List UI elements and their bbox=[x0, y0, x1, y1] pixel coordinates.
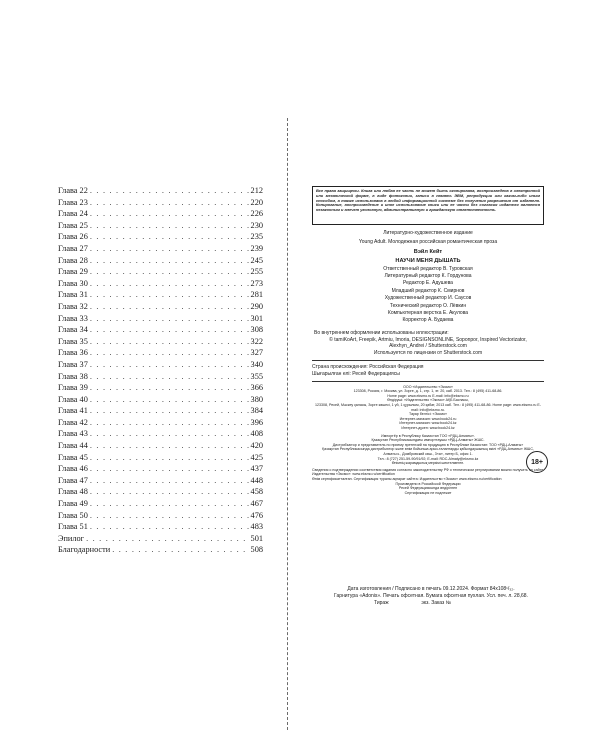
kz-phone: Тел.: 8 (727) 251-59-90/91/92; E-mail: RDC-Almaty@eksmo.kz bbox=[377, 456, 479, 461]
toc-chapter-title: Глава 37 bbox=[58, 359, 88, 369]
kz-distributor: Дистрибьютор и представитель по приему претензий на продукцию в Республике Казахстан: ТОО «РДЦ-Алматы» bbox=[332, 442, 524, 447]
toc-chapter-title: Глава 51 bbox=[58, 522, 88, 532]
toc-leader-dots bbox=[90, 383, 249, 392]
toc-page-number: 230 bbox=[250, 220, 263, 230]
credit-line: Литературный редактор К. Гордунова bbox=[384, 273, 472, 279]
toc-page-number: 476 bbox=[250, 510, 263, 520]
toc-page-number: 212 bbox=[250, 186, 263, 195]
credit-line: Компьютерная верстка Е. Акулова bbox=[387, 310, 469, 317]
toc-chapter-title: Глава 28 bbox=[58, 255, 88, 265]
toc-chapter-title: Эпилог bbox=[58, 533, 85, 543]
toc-chapter-title: Глава 34 bbox=[58, 325, 88, 335]
toc-leader-dots bbox=[90, 198, 249, 207]
toc-page-number: 226 bbox=[250, 209, 263, 219]
toc-page-number: 239 bbox=[250, 243, 263, 253]
toc-leader-dots bbox=[112, 545, 248, 554]
certification-info: Сведения о подтверждении соответствия издания согласно законодательству РФ о техническом регулировании можно получить на сайте Издательства «Эксмо»: www.eksmo.ru/certification bbox=[312, 467, 544, 477]
toc-page-number: 408 bbox=[250, 429, 263, 439]
toc-chapter-title: Глава 31 bbox=[58, 290, 88, 300]
toc-page-number: 467 bbox=[250, 499, 263, 509]
toc-entry bbox=[58, 209, 263, 221]
toc-entry bbox=[58, 337, 263, 349]
toc-leader-dots bbox=[90, 406, 249, 415]
toc-entry bbox=[58, 348, 263, 360]
toc-chapter-title: Глава 32 bbox=[58, 301, 88, 311]
toc-page-number: 384 bbox=[250, 406, 263, 416]
credit-line: Корректор А. Будаева bbox=[402, 317, 454, 324]
author-name: Вэйл Кейт bbox=[413, 248, 443, 255]
country-of-origin: Страна происхождения: Российская Федерация bbox=[312, 364, 424, 371]
printed-in-kz: Ресей Федерациясында өндірілген bbox=[398, 486, 458, 491]
toc-leader-dots bbox=[90, 290, 249, 299]
toc-entry bbox=[58, 383, 263, 395]
toc-entry bbox=[58, 418, 263, 430]
toc-leader-dots bbox=[90, 395, 249, 404]
toc-chapter-title: Глава 41 bbox=[58, 406, 88, 416]
toc-chapter-title: Глава 35 bbox=[58, 336, 88, 346]
toc-chapter-title: Глава 50 bbox=[58, 510, 88, 520]
publisher-address: 123308, Россия, г. Москва, ул. Зорге, д. 1, стр. 1, эт. 20, каб. 2013. Тел.: 8 (495) 411-68-86. bbox=[353, 389, 503, 394]
toc-leader-dots bbox=[90, 221, 249, 230]
toc-chapter-title: Глава 40 bbox=[58, 394, 88, 404]
toc-chapter-title: Благодарности bbox=[58, 545, 111, 555]
validity-note: Өнімнің жарамдылық мерзімі шектелмеген. bbox=[391, 461, 465, 466]
toc-page-number: 273 bbox=[250, 278, 263, 288]
toc-page-number: 437 bbox=[250, 464, 263, 474]
toc-entry bbox=[58, 522, 263, 534]
toc-leader-dots bbox=[90, 372, 249, 381]
toc-leader-dots bbox=[90, 511, 249, 520]
toc-chapter-title: Глава 23 bbox=[58, 197, 88, 207]
credit-line: Технический редактор О. Лёвкин bbox=[389, 302, 467, 309]
toc-page-number: 245 bbox=[250, 255, 263, 265]
page-fold-line bbox=[287, 118, 288, 730]
toc-chapter-title: Глава 27 bbox=[58, 243, 88, 253]
genre-line: Литературно-художественное издание bbox=[383, 230, 473, 236]
kz-importer-kz: Қазақстан Республикасындағы импорттаушы «РДЦ-Алматы» ЖШС. bbox=[371, 438, 485, 443]
country-of-origin-kz: Шығарылған елі: Ресей Федерациясы bbox=[312, 370, 400, 377]
certification-info-kz: Өнім сертификатталған. Сертификация туралы ақпарат сайтта: Издательство «Эксмо» www.eksmo.ru/certification bbox=[312, 476, 502, 481]
toc-entry bbox=[58, 279, 263, 291]
toc-entry bbox=[58, 244, 263, 256]
toc-chapter-title: Глава 29 bbox=[58, 267, 88, 277]
print-date: Дата изготовления / Подписано в печать 09.12.2024. Формат 84x108¹/₃₂. bbox=[347, 586, 515, 592]
toc-leader-dots bbox=[90, 232, 249, 241]
toc-leader-dots bbox=[90, 360, 249, 369]
illustrations-intro: Во внутреннем оформлении использованы иллюстрации: bbox=[314, 329, 449, 336]
toc-leader-dots bbox=[90, 453, 249, 462]
toc-leader-dots bbox=[90, 476, 249, 485]
kz-distributor-kz: Қазақстан Республикасында дистрибьютор және өнім бойынша арыз-талаптарды қабылдаушының өкілі «РДЦ-Алматы» ЖШС, bbox=[322, 447, 534, 452]
toc-page-number: 220 bbox=[250, 197, 263, 207]
toc-leader-dots bbox=[90, 256, 249, 265]
toc-entry bbox=[58, 406, 263, 418]
print-run bbox=[316, 600, 546, 607]
toc-chapter-title: Глава 36 bbox=[58, 348, 88, 358]
toc-chapter-title: Глава 44 bbox=[58, 441, 88, 451]
toc-entry bbox=[58, 487, 263, 499]
toc-leader-dots bbox=[90, 244, 249, 253]
toc-entry bbox=[58, 441, 263, 453]
toc-chapter-title: Глава 24 bbox=[58, 209, 88, 219]
publisher-name: ООО «Издательство «Эксмо» bbox=[403, 384, 453, 389]
toc-entry bbox=[58, 232, 263, 244]
toc-entry bbox=[58, 453, 263, 465]
toc-leader-dots bbox=[90, 209, 249, 218]
toc-entry bbox=[58, 545, 263, 557]
toc-page-number: 448 bbox=[250, 475, 263, 485]
toc-leader-dots bbox=[90, 186, 249, 195]
editorial-credits bbox=[312, 266, 544, 325]
toc-entry bbox=[58, 360, 263, 372]
book-title: НАУЧИ МЕНЯ ДЫШАТЬ bbox=[395, 257, 461, 264]
series-line: Young Adult. Молодежная российская романтическая проза bbox=[358, 238, 498, 245]
toc-entry bbox=[58, 464, 263, 476]
toc-entry bbox=[58, 198, 263, 210]
toc-page-number: 366 bbox=[250, 383, 263, 393]
license-note: Используется по лицензии от Shutterstock.com bbox=[373, 350, 483, 357]
toc-entry bbox=[58, 314, 263, 326]
print-specs: Гарнитура «Adonis». Печать офсетная. Бумага офсетная пухлая. Усл. печ. л. 28,68. bbox=[334, 593, 528, 599]
toc-page-number: 380 bbox=[250, 394, 263, 404]
toc-leader-dots bbox=[90, 267, 249, 276]
toc-page-number: 322 bbox=[250, 336, 263, 346]
age-rating-badge: 18+ bbox=[526, 451, 548, 473]
toc-leader-dots bbox=[90, 418, 249, 427]
printed-in: Произведено в Российской Федерации bbox=[395, 481, 461, 486]
toc-entry bbox=[58, 372, 263, 384]
toc-page-number: 255 bbox=[250, 267, 263, 277]
table-of-contents bbox=[58, 186, 263, 557]
toc-entry bbox=[58, 221, 263, 233]
toc-page-number: 458 bbox=[250, 487, 263, 497]
toc-page-number: 501 bbox=[250, 533, 263, 543]
toc-chapter-title: Глава 45 bbox=[58, 452, 88, 462]
toc-leader-dots bbox=[90, 279, 249, 288]
toc-entry bbox=[58, 290, 263, 302]
toc-entry bbox=[58, 256, 263, 268]
toc-chapter-title: Глава 49 bbox=[58, 499, 88, 509]
toc-page-number: 301 bbox=[250, 313, 263, 323]
toc-leader-dots bbox=[90, 522, 249, 531]
toc-page-number: 327 bbox=[250, 348, 263, 358]
toc-entry bbox=[58, 186, 263, 198]
toc-entry bbox=[58, 395, 263, 407]
toc-leader-dots bbox=[90, 348, 249, 357]
manufacturer-address: 123308, Ресей, Мәскеу қаласы, Зорге көшесі, 1 үй, 1 құрылым, 20 қабат, 2013 каб. Тел.: 8 (495) 411-68-86. Home page: www.eksmo.ru E-mail: info@eksmo.ru. bbox=[315, 403, 541, 412]
toc-entry bbox=[58, 534, 263, 546]
print-run-label: Тираж bbox=[374, 600, 389, 606]
toc-page-number: 281 bbox=[250, 290, 263, 300]
toc-page-number: 420 bbox=[250, 441, 263, 451]
toc-leader-dots bbox=[86, 534, 248, 543]
toc-chapter-title: Глава 26 bbox=[58, 232, 88, 242]
toc-page-number: 396 bbox=[250, 417, 263, 427]
toc-chapter-title: Глава 25 bbox=[58, 220, 88, 230]
toc-chapter-title: Глава 39 bbox=[58, 383, 88, 393]
toc-leader-dots bbox=[90, 337, 249, 346]
illustrations-credits: © tamiKoArt, Freepik, Artmiu, Imoria, DESIGNSONLINE, Soponpor, Inspired Vectorizator, Alexhyn_Andrei / Shutterstock.com bbox=[329, 336, 527, 350]
credit-line: Ответственный редактор В. Туровская bbox=[383, 265, 473, 272]
toc-page-number: 290 bbox=[250, 301, 263, 311]
toc-page-number: 235 bbox=[250, 232, 263, 242]
not-certified: Сертификация не подлежит bbox=[404, 490, 452, 495]
toc-chapter-title: Глава 30 bbox=[58, 278, 88, 288]
toc-leader-dots bbox=[90, 487, 249, 496]
publisher-web: Home page: www.eksmo.ru E-mail: info@eksmo.ru bbox=[387, 393, 469, 398]
credit-line: Редактор Е. Адушева bbox=[403, 280, 453, 287]
toc-page-number: 340 bbox=[250, 359, 263, 369]
toc-chapter-title: Глава 47 bbox=[58, 475, 88, 485]
credit-line: Художественный редактор И. Саусов bbox=[384, 295, 472, 302]
toc-leader-dots bbox=[90, 441, 249, 450]
toc-leader-dots bbox=[90, 325, 249, 334]
toc-page-number: 483 bbox=[250, 522, 263, 532]
toc-page-number: 425 bbox=[250, 452, 263, 462]
toc-entry bbox=[58, 325, 263, 337]
kz-address: Алматы к., Домбровский көш., 3«а», литер Б, офис 1. bbox=[383, 451, 473, 456]
toc-page-number: 355 bbox=[250, 371, 263, 381]
manufacturer-name: Өндіруші: «Издательство «Эксмо» АҚБ Баспасы, bbox=[387, 398, 469, 403]
toc-page-number: 508 bbox=[250, 545, 263, 555]
copyright-notice: Все права защищены. Книга или любая ее часть не может быть скопирована, воспроизведена в электронной или механической форме, в виде фотокопии, записи в память ЭВМ, репродукции или каким-либо иным способом, а также использована в любой информационной системе без получения разрешения от издателя. Копирование, воспроизведение и иное использование книги или ее части без согласия издателя является незаконным и влечет уголовную, административную и гражданскую ответственность. bbox=[312, 186, 544, 225]
toc-leader-dots bbox=[90, 314, 249, 323]
toc-entry bbox=[58, 499, 263, 511]
credit-line: Младший редактор К. Смирнов bbox=[391, 287, 465, 294]
toc-chapter-title: Глава 42 bbox=[58, 417, 88, 427]
toc-entry bbox=[58, 429, 263, 441]
toc-entry bbox=[58, 476, 263, 488]
toc-leader-dots bbox=[90, 429, 249, 438]
toc-entry bbox=[58, 267, 263, 279]
toc-chapter-title: Глава 38 bbox=[58, 371, 88, 381]
toc-leader-dots bbox=[90, 302, 249, 311]
print-details bbox=[316, 586, 546, 607]
shop-kz-alt: Интернет-дүкен: www.book24.kz bbox=[401, 425, 455, 430]
toc-leader-dots bbox=[90, 464, 249, 473]
kz-importer: Импортёр в Республику Казахстан ТОО «РДЦ-Алматы». bbox=[381, 433, 475, 438]
toc-chapter-title: Глава 46 bbox=[58, 464, 88, 474]
toc-entry bbox=[58, 511, 263, 523]
toc-leader-dots bbox=[90, 499, 249, 508]
toc-chapter-title: Глава 48 bbox=[58, 487, 88, 497]
trademark: Тауар белгісі: «Эксмо» bbox=[409, 412, 447, 417]
toc-chapter-title: Глава 22 bbox=[58, 186, 88, 195]
imprint-page bbox=[312, 186, 544, 495]
print-order: экз. Заказ № bbox=[421, 600, 452, 606]
shop-kz: Интернет-магазин: www.book24.kz bbox=[399, 421, 457, 426]
toc-chapter-title: Глава 43 bbox=[58, 429, 88, 439]
toc-page-number: 308 bbox=[250, 325, 263, 335]
shop-ru: Интернет-магазин: www.book24.ru bbox=[399, 416, 457, 421]
toc-chapter-title: Глава 33 bbox=[58, 313, 88, 323]
toc-entry bbox=[58, 302, 263, 314]
